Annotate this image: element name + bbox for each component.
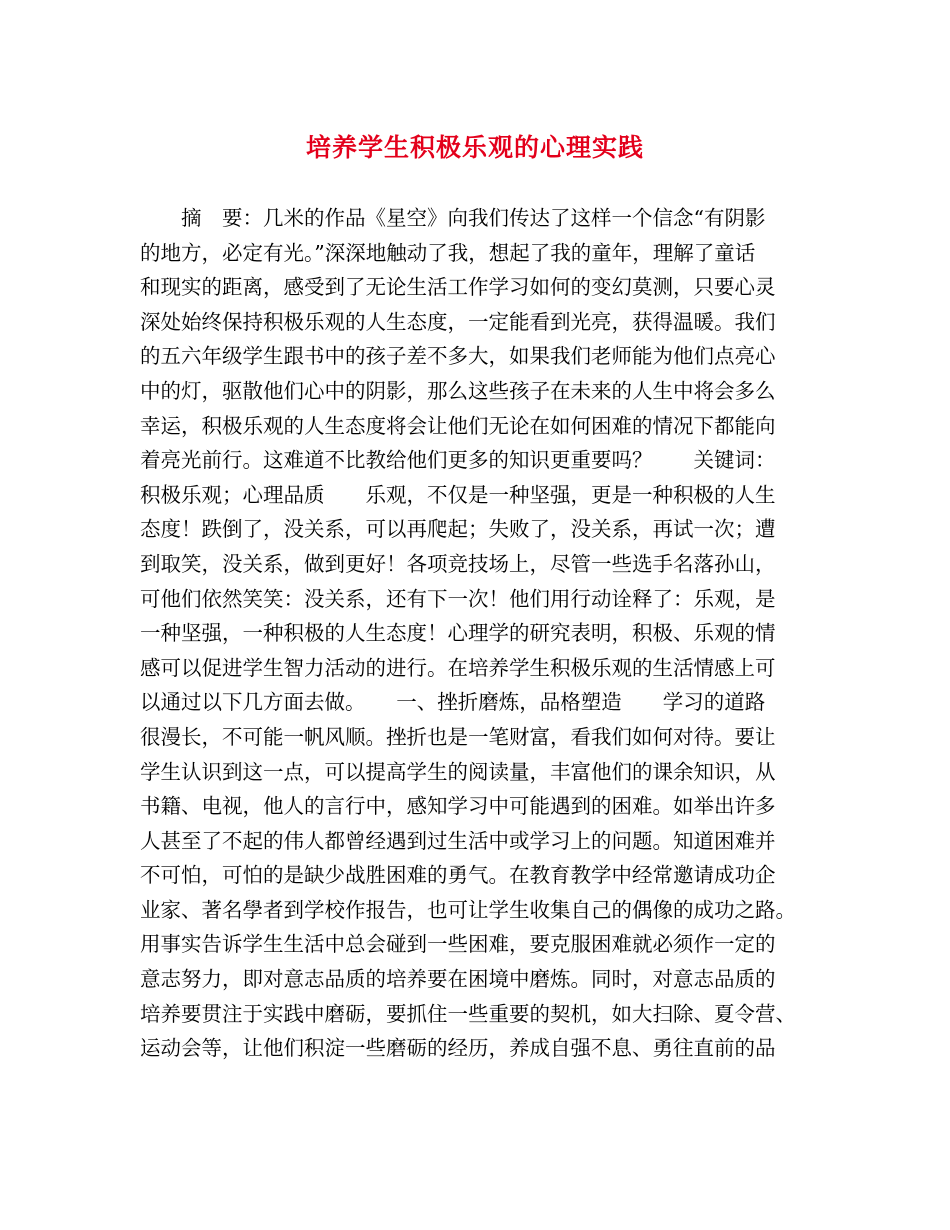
- body-line: 人甚至了不起的伟人都曾经遇到过生活中或学习上的问题。知道困难并: [140, 828, 776, 853]
- body-line: 中的灯，驱散他们心中的阴影，那么这些孩子在未来的人生中将会多么: [140, 378, 776, 403]
- document-body: [140, 201, 830, 1066]
- body-line: 的五六年级学生跟书中的孩子差不多大，如果我们老师能为他们点亮心: [140, 344, 776, 369]
- body-line: 深处始终保持积极乐观的人生态度，一定能看到光亮，获得温暖。我们: [140, 309, 776, 334]
- body-line: 态度！跌倒了，没关系，可以再爬起；失败了，没关系，再试一次；遭: [140, 517, 776, 542]
- body-line: 书籍、电视，他人的言行中，感知学习中可能遇到的困难。如举出许多: [140, 794, 776, 819]
- body-line: 的地方，必定有光。”深深地触动了我，想起了我的童年，理解了童话: [140, 240, 756, 265]
- body-line: 以通过以下几方面去做。 一、挫折磨炼，品格塑造 学习的道路: [140, 690, 766, 715]
- body-line: 意志努力，即对意志品质的培养要在困境中磨炼。同时，对意志品质的: [140, 967, 776, 992]
- document-title: 培养学生积极乐观的心理实践: [305, 133, 644, 162]
- body-line: 和现实的距离，感受到了无论生活工作学习如何的变幻莫测，只要心灵: [140, 275, 776, 300]
- body-line: 可他们依然笑笑：没关系，还有下一次！他们用行动诠释了：乐观，是: [140, 586, 776, 611]
- body-line: 培养要贯注于实践中磨砺，要抓住一些重要的契机，如大扫除、夏令营、: [140, 1001, 796, 1026]
- body-line: 感可以促进学生智力活动的进行。在培养学生积极乐观的生活情感上可: [140, 655, 776, 680]
- body-line: 业家、著名學者到学校作报告，也可让学生收集自己的偶像的成功之路。: [140, 897, 796, 922]
- body-line: 摘 要：几米的作品《星空》向我们传达了这样一个信念“有阴影: [140, 206, 766, 230]
- body-line: 着亮光前行。这难道不比教给他们更多的知识更重要吗？ 关键词：: [140, 448, 776, 473]
- body-line: 幸运，积极乐观的人生态度将会让他们无论在如何困难的情况下都能向: [140, 413, 776, 438]
- body-line: 不可怕，可怕的是缺少战胜困难的勇气。在教育教学中经常邀请成功企: [140, 863, 776, 888]
- body-line: 用事实告诉学生生活中总会碰到一些困难，要克服困难就必须作一定的: [140, 932, 776, 957]
- body-line: 学生认识到这一点，可以提高学生的阅读量，丰富他们的课余知识，从: [140, 759, 776, 784]
- body-line: 很漫长，不可能一帆风顺。挫折也是一笔财富，看我们如何对待。要让: [140, 724, 776, 749]
- body-line: 积极乐观；心理品质 乐观，不仅是一种坚强，更是一种积极的人生: [140, 482, 776, 507]
- body-line: 运动会等，让他们积淀一些磨砺的经历，养成自强不息、勇往直前的品: [140, 1036, 776, 1061]
- body-line: 到取笑，没关系，做到更好！各项竞技场上，尽管一些选手名落孙山，: [140, 551, 776, 576]
- body-line: 一种坚强，一种积极的人生态度！心理学的研究表明，积极、乐观的情: [140, 621, 776, 646]
